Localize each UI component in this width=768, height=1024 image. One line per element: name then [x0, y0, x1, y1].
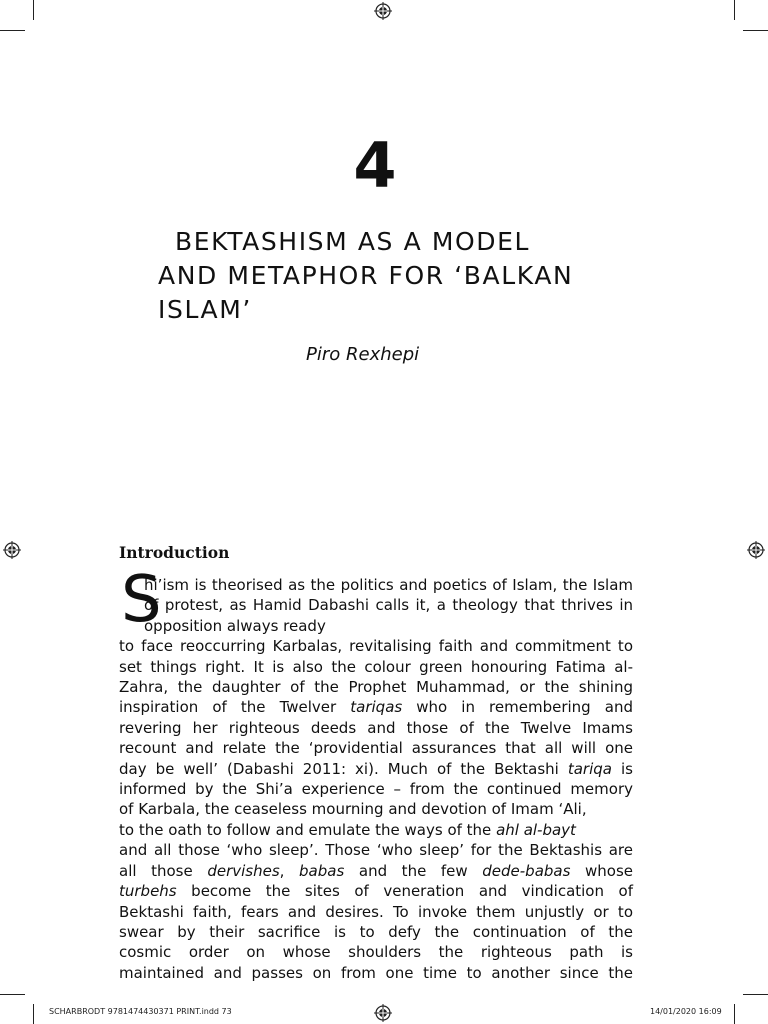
- body-line: opposition always ready: [144, 616, 326, 635]
- body-line: maintained and passes on from one time to another since the: [119, 963, 633, 982]
- body-line: recount and relate the ‘providential assurances that all will one: [119, 739, 633, 758]
- body-line: inspiration of the Twelver tariqas who in remembering and: [119, 698, 633, 717]
- chapter-title-line-3: ISLAM’: [158, 295, 252, 324]
- chapter-title-line-2: AND METAPHOR FOR ‘BALKAN: [158, 261, 574, 290]
- body-line: hi’ism is theorised as the politics and poetics of Islam, the Islam: [144, 576, 633, 594]
- body-line: and all those ‘who sleep’. Those ‘who sleep’ for the Bektashis are: [119, 841, 633, 860]
- crop-mark-bottom-left-horizontal: [0, 994, 25, 995]
- crop-mark-bottom-left-vertical: [33, 1004, 34, 1024]
- chapter-author: Piro Rexhepi: [306, 344, 420, 365]
- body-line: of Karbala, the ceaseless mourning and devotion of Imam ‘Ali,: [119, 800, 587, 819]
- crop-mark-top-left-vertical: [33, 0, 34, 20]
- italic-term: dede-babas: [482, 861, 571, 880]
- italic-term: tariqas: [350, 698, 403, 717]
- footer-date: 14/01/2020 16:09: [650, 1007, 722, 1016]
- body-line: swear by their sacrifice is to defy the continuation of the: [119, 922, 633, 941]
- body-line: to face reoccurring Karbalas, revitalising faith and commitment to: [119, 637, 633, 656]
- registration-mark-left-icon: [3, 541, 21, 559]
- body-line: Bektashi faith, fears and desires. To invoke them unjustly or to: [119, 902, 633, 921]
- italic-term: babas: [299, 861, 345, 880]
- crop-mark-bottom-right-horizontal: [743, 994, 768, 995]
- body-line: of protest, as Hamid Dabashi calls it, a theology that thrives in: [144, 596, 633, 615]
- section-heading: Introduction: [119, 543, 230, 562]
- crop-mark-top-left-horizontal: [0, 30, 25, 31]
- drop-cap: S: [121, 563, 162, 637]
- italic-term: ahl al-bayt: [496, 820, 576, 839]
- body-line: to the oath to follow and emulate the ways of the ahl al-bayt: [119, 820, 576, 839]
- italic-term: tariqa: [567, 759, 612, 778]
- footer-file-label: SCHARBRODT 9781474430371 PRINT.indd 73: [49, 1007, 232, 1016]
- chapter-number: 4: [353, 129, 397, 202]
- body-line: cosmic order on whose shoulders the righteous path is: [119, 943, 633, 962]
- registration-mark-top-icon: [374, 2, 392, 20]
- body-line: Zahra, the daughter of the Prophet Muhammad, or the shining: [119, 678, 633, 697]
- italic-term: dervishes: [207, 861, 280, 880]
- crop-mark-top-right-horizontal: [743, 30, 768, 31]
- chapter-title: [158, 225, 658, 327]
- body-line: all those dervishes, babas and the few dede-babas whose: [119, 861, 634, 880]
- body-line: set things right. It is also the colour green honouring Fatima al-: [119, 657, 633, 676]
- registration-mark-right-icon: [747, 541, 765, 559]
- chapter-title-line-1: BEKTASHISM AS A MODEL: [175, 227, 531, 256]
- body-line: day be well’ (Dabashi 2011: xi). Much of the Bektashi tariqa is: [119, 759, 633, 778]
- body-paragraph: [119, 575, 633, 983]
- body-line: informed by the Shi’a experience – from the continued memory: [119, 780, 633, 799]
- italic-term: turbehs: [119, 882, 177, 901]
- crop-mark-top-right-vertical: [734, 0, 735, 20]
- body-line: revering her righteous deeds and those of the Twelve Imams: [119, 718, 633, 737]
- body-line: turbehs become the sites of veneration and vindication of: [119, 882, 633, 901]
- crop-mark-bottom-right-vertical: [734, 1004, 735, 1024]
- registration-mark-bottom-icon: [374, 1004, 392, 1022]
